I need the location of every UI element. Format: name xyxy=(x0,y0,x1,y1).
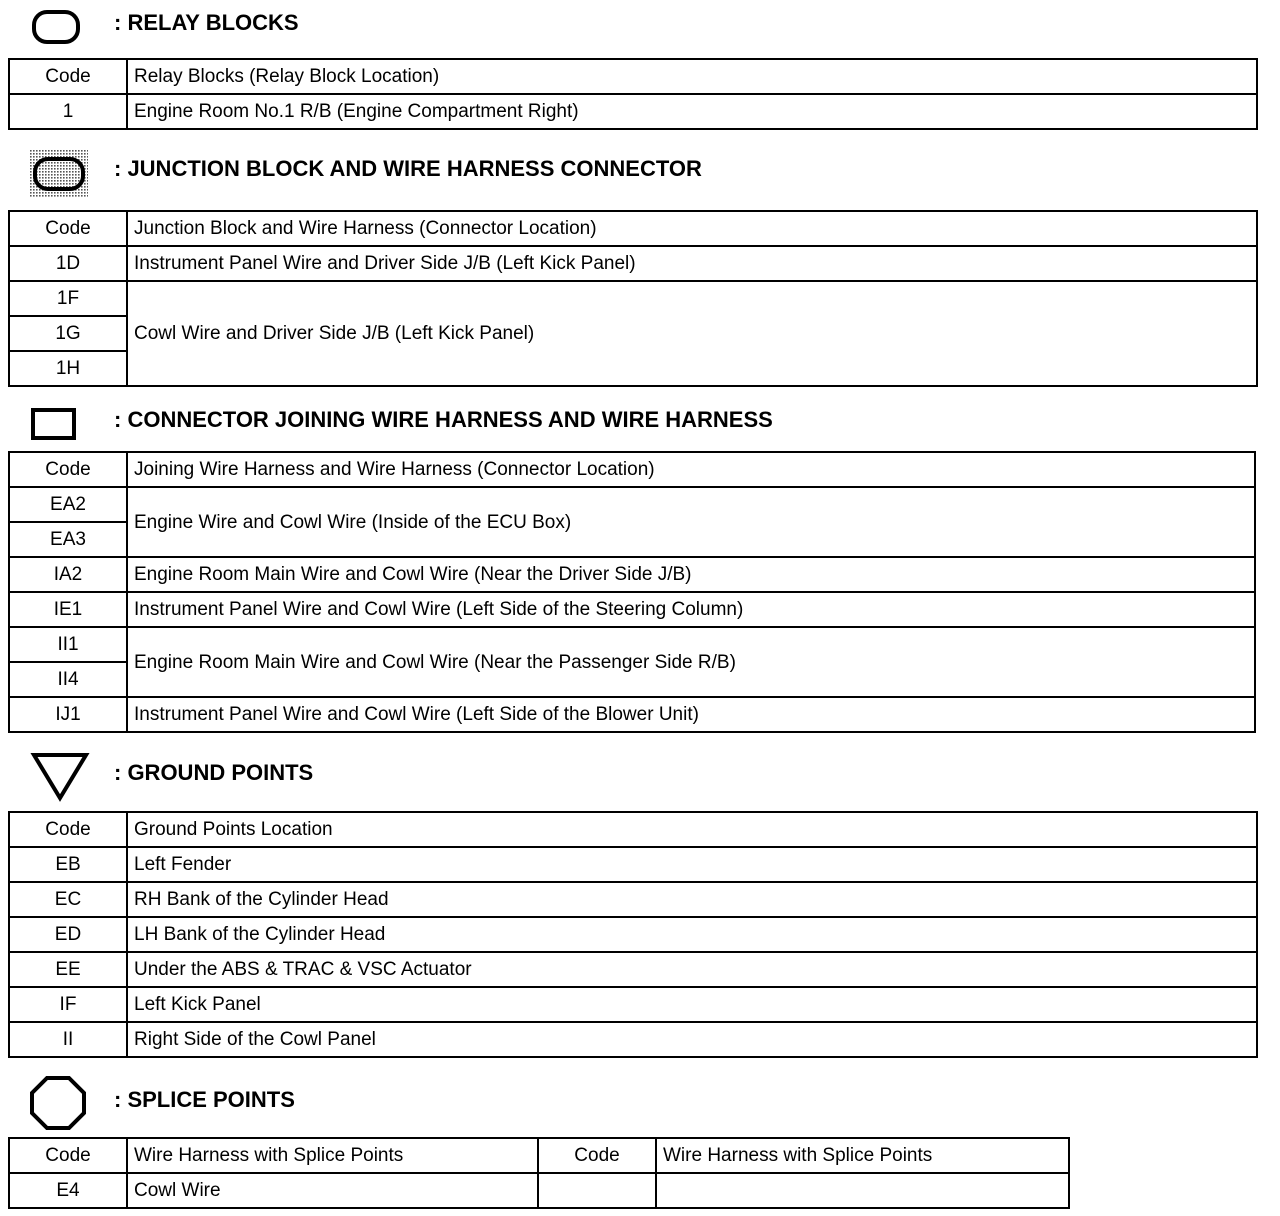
row-code: II4 xyxy=(9,662,127,697)
header-code: Code xyxy=(9,211,127,246)
row-code: II xyxy=(9,1022,127,1057)
splice-point-icon xyxy=(28,1074,88,1132)
row-code: 1 xyxy=(9,94,127,129)
header-code: Code xyxy=(538,1138,656,1173)
row-location: Cowl Wire and Driver Side J/B (Left Kick Panel) xyxy=(127,281,1257,386)
table-row xyxy=(9,1022,1257,1057)
header-location: Junction Block and Wire Harness (Connector Location) xyxy=(127,211,1257,246)
row-location: Engine Room Main Wire and Cowl Wire (Near the Passenger Side R/B) xyxy=(127,627,1255,697)
junction-block-table xyxy=(8,210,1258,387)
table-row xyxy=(9,557,1255,592)
table-row xyxy=(9,94,1257,129)
splice-points-title: : SPLICE POINTS xyxy=(114,1087,295,1112)
table-row xyxy=(9,847,1257,882)
row-code: EB xyxy=(9,847,127,882)
row-location: Engine Room Main Wire and Cowl Wire (Near the Driver Side J/B) xyxy=(127,557,1255,592)
row-location: Right Side of the Cowl Panel xyxy=(127,1022,1257,1057)
row-location: Left Fender xyxy=(127,847,1257,882)
row-code: 1H xyxy=(9,351,127,386)
relay-blocks-title: : RELAY BLOCKS xyxy=(114,10,299,35)
row-code: IE1 xyxy=(9,592,127,627)
table-header-row xyxy=(9,812,1257,847)
row-code: ED xyxy=(9,917,127,952)
ground-point-icon xyxy=(30,750,90,804)
row-location: Instrument Panel Wire and Cowl Wire (Left Side of the Steering Column) xyxy=(127,592,1255,627)
table-header-row xyxy=(9,452,1255,487)
row-location: Instrument Panel Wire and Driver Side J/B (Left Kick Panel) xyxy=(127,246,1257,281)
header-location: Ground Points Location xyxy=(127,812,1257,847)
table-header-row xyxy=(9,1138,1069,1173)
table-row xyxy=(9,487,1255,522)
row-location: Engine Room No.1 R/B (Engine Compartment Right) xyxy=(127,94,1257,129)
relay-blocks-table xyxy=(8,58,1258,130)
header-code: Code xyxy=(9,1138,127,1173)
row-code xyxy=(538,1173,656,1208)
connector-icon xyxy=(30,406,78,442)
table-row xyxy=(9,952,1257,987)
row-location: Instrument Panel Wire and Cowl Wire (Left Side of the Blower Unit) xyxy=(127,697,1255,732)
table-row xyxy=(9,882,1257,917)
junction-block-title: : JUNCTION BLOCK AND WIRE HARNESS CONNECTOR xyxy=(114,156,702,181)
row-wire-harness: Cowl Wire xyxy=(127,1173,538,1208)
row-location: Engine Wire and Cowl Wire (Inside of the ECU Box) xyxy=(127,487,1255,557)
junction-block-icon xyxy=(30,150,88,198)
row-code: IA2 xyxy=(9,557,127,592)
ground-points-title: : GROUND POINTS xyxy=(114,760,314,785)
row-code: E4 xyxy=(9,1173,127,1208)
relay-block-icon xyxy=(30,8,82,46)
table-row xyxy=(9,281,1257,316)
header-location: Relay Blocks (Relay Block Location) xyxy=(127,59,1257,94)
table-row xyxy=(9,917,1257,952)
row-code: EC xyxy=(9,882,127,917)
ground-points-table xyxy=(8,811,1258,1058)
header-code: Code xyxy=(9,812,127,847)
table-row xyxy=(9,697,1255,732)
table-row xyxy=(9,246,1257,281)
row-code: 1D xyxy=(9,246,127,281)
table-header-row xyxy=(9,59,1257,94)
row-location: LH Bank of the Cylinder Head xyxy=(127,917,1257,952)
connector-title: : CONNECTOR JOINING WIRE HARNESS AND WIRE HARNESS xyxy=(114,407,773,432)
table-header-row xyxy=(9,211,1257,246)
table-row xyxy=(9,1173,1069,1208)
header-wire-harness: Wire Harness with Splice Points xyxy=(127,1138,538,1173)
row-location: Left Kick Panel xyxy=(127,987,1257,1022)
row-code: IF xyxy=(9,987,127,1022)
row-code: 1F xyxy=(9,281,127,316)
row-code: EA3 xyxy=(9,522,127,557)
row-location: Under the ABS & TRAC & VSC Actuator xyxy=(127,952,1257,987)
row-code: EA2 xyxy=(9,487,127,522)
splice-points-table xyxy=(8,1137,1070,1209)
header-code: Code xyxy=(9,59,127,94)
row-code: II1 xyxy=(9,627,127,662)
row-location: RH Bank of the Cylinder Head xyxy=(127,882,1257,917)
table-row xyxy=(9,592,1255,627)
header-wire-harness: Wire Harness with Splice Points xyxy=(656,1138,1069,1173)
row-code: IJ1 xyxy=(9,697,127,732)
table-row xyxy=(9,987,1257,1022)
row-wire-harness xyxy=(656,1173,1069,1208)
row-code: EE xyxy=(9,952,127,987)
header-location: Joining Wire Harness and Wire Harness (Connector Location) xyxy=(127,452,1255,487)
header-code: Code xyxy=(9,452,127,487)
connector-table xyxy=(8,451,1256,733)
row-code: 1G xyxy=(9,316,127,351)
table-row xyxy=(9,627,1255,662)
